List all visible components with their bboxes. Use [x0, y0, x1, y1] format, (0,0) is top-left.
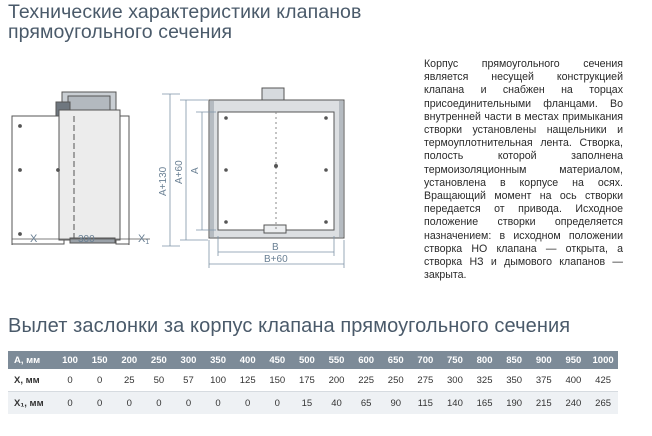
- table-cell: 250: [144, 351, 174, 369]
- table-cell: 400: [559, 369, 589, 392]
- table-row: [8, 392, 618, 415]
- table-cell: 15: [292, 392, 322, 415]
- table-cell: 0: [233, 392, 263, 415]
- table-cell: 265: [588, 392, 618, 415]
- table-cell: 425: [588, 369, 618, 392]
- table-cell: 850: [499, 351, 529, 369]
- table-cell: 0: [55, 392, 85, 415]
- table-cell: 600: [351, 351, 381, 369]
- table-cell: 115: [411, 392, 441, 415]
- table-cell: 57: [174, 369, 204, 392]
- table-cell: 40: [322, 392, 352, 415]
- table-cell: 150: [85, 351, 115, 369]
- table-cell: 0: [144, 392, 174, 415]
- table-cell: 25: [114, 369, 144, 392]
- description-paragraph: Корпус прямоугольного сечения является несущей конструкцией клапана и снабжен на торцах присоединительными фланцами. Во внутренней части в местах примыкания створки установлены нащельники и термоуплотнительная лента. Створка, полость которой заполнена термоизоляционным материалом, установлена в корпусе на осях. Вращающий момент на ось створки передается от привода. Исходное положение створки определяется назначением: в исходном положении створка НО клапана — открыта, а створка НЗ и дымового клапанов — закрыта.: [424, 58, 623, 282]
- table-cell: A, мм: [8, 351, 55, 369]
- label-b: B: [272, 242, 279, 253]
- label-b60: B+60: [264, 254, 288, 265]
- table-cell: 90: [381, 392, 411, 415]
- heading-line-2: прямоугольного сечения: [8, 21, 233, 43]
- heading-line-1: Технические характеристики клапанов: [8, 1, 362, 23]
- table-cell: 0: [203, 392, 233, 415]
- table-cell: X₁, мм: [8, 392, 55, 415]
- label-a: A: [190, 167, 201, 174]
- description-text: [424, 58, 623, 282]
- table-cell: 350: [499, 369, 529, 392]
- table-cell: 190: [499, 392, 529, 415]
- flap-overhang-table: [8, 351, 618, 414]
- table-cell: 550: [322, 351, 352, 369]
- table-cell: 125: [233, 369, 263, 392]
- table-cell: 200: [114, 351, 144, 369]
- table-cell: 500: [292, 351, 322, 369]
- table-cell: 240: [559, 392, 589, 415]
- table-cell: 100: [55, 351, 85, 369]
- table-cell: 250: [381, 369, 411, 392]
- table-cell: 1000: [588, 351, 618, 369]
- table-cell: 0: [114, 392, 144, 415]
- table-cell: 0: [55, 369, 85, 392]
- table-cell: 175: [292, 369, 322, 392]
- table-cell: 50: [144, 369, 174, 392]
- table-cell: 350: [203, 351, 233, 369]
- table-cell: 750: [440, 351, 470, 369]
- table-cell: 0: [85, 392, 115, 415]
- table-row: [8, 369, 618, 392]
- table-cell: 400: [233, 351, 263, 369]
- table-cell: 65: [351, 392, 381, 415]
- table-cell: 200: [322, 369, 352, 392]
- label-a130: A+130: [158, 166, 169, 196]
- table-cell: 165: [470, 392, 500, 415]
- table-cell: X, мм: [8, 369, 55, 392]
- table-cell: 0: [262, 392, 292, 415]
- table-cell: 300: [174, 351, 204, 369]
- table-cell: 225: [351, 369, 381, 392]
- side-view: [12, 92, 150, 245]
- table-cell: 0: [85, 369, 115, 392]
- table-header-row: [8, 351, 618, 369]
- label-x1: X1: [138, 233, 150, 246]
- table-cell: 450: [262, 351, 292, 369]
- table-cell: 215: [529, 392, 559, 415]
- table-heading: Вылет заслонки за корпус клапана прямоугольного сечения: [8, 315, 571, 337]
- table-cell: 275: [411, 369, 441, 392]
- table-cell: 300: [440, 369, 470, 392]
- table-cell: 700: [411, 351, 441, 369]
- valve-drawing: [0, 0, 420, 310]
- table-cell: 800: [470, 351, 500, 369]
- table-cell: 950: [559, 351, 589, 369]
- table-cell: 140: [440, 392, 470, 415]
- label-300: 300: [78, 234, 95, 245]
- table-cell: 0: [174, 392, 204, 415]
- table-cell: 650: [381, 351, 411, 369]
- table-cell: 150: [262, 369, 292, 392]
- table-cell: 375: [529, 369, 559, 392]
- table-cell: 325: [470, 369, 500, 392]
- label-x: X: [30, 233, 38, 245]
- front-view: [209, 88, 344, 238]
- table-cell: 900: [529, 351, 559, 369]
- label-a60: A+60: [174, 160, 185, 184]
- table-cell: 100: [203, 369, 233, 392]
